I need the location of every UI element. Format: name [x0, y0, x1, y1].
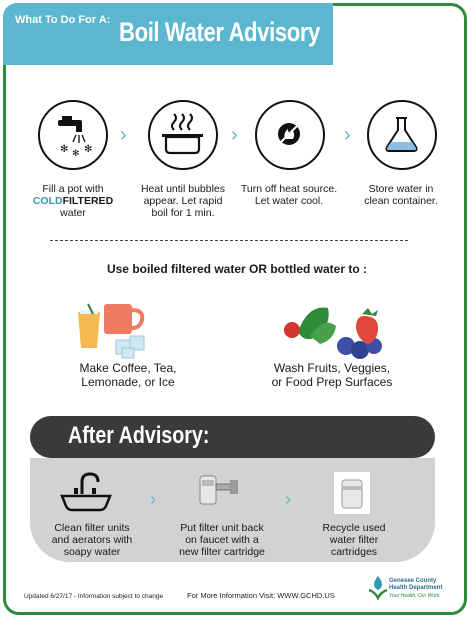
- header-banner: [3, 3, 333, 65]
- highlight-cold: COLD: [32, 195, 63, 207]
- dashed-divider: [50, 240, 408, 241]
- after-text: Put filter unit back: [180, 522, 264, 534]
- more-info-link[interactable]: For More Information Visit: WWW.GCHD.US: [187, 591, 335, 600]
- use-caption: [38, 361, 218, 389]
- chevron-right-icon: ›: [285, 489, 291, 509]
- after-caption: [32, 522, 152, 558]
- svg-text:✻: ✻: [84, 144, 93, 155]
- use-text: Make Coffee, Tea,: [79, 361, 177, 375]
- logo-tagline: Your Health. Our Work.: [389, 593, 441, 599]
- heat-off-icon: [255, 100, 325, 170]
- step-text: Let water cool.: [254, 195, 324, 207]
- after-advisory-bar: [30, 416, 435, 458]
- use-text: Wash Fruits, Veggies,: [273, 361, 391, 375]
- step-text: appear. Let rapid: [143, 195, 223, 207]
- drinks-icon: [74, 300, 164, 360]
- svg-text:✻: ✻: [60, 144, 69, 155]
- use-heading: Use boiled filtered water OR bottled water to :: [106, 262, 368, 276]
- logo-line2: Health Department: [389, 585, 443, 591]
- chevron-right-icon: ›: [150, 489, 156, 509]
- updated-note: Updated 6/27/17 - Information subject to change: [24, 593, 164, 600]
- after-text: on faucet with a: [185, 534, 259, 546]
- health-department-logo-icon: [367, 574, 389, 600]
- step-text: Turn off heat source.: [240, 183, 338, 195]
- step-text: Heat until bubbles: [140, 183, 226, 195]
- step-text: boil for 1 min.: [151, 207, 215, 219]
- faucet-cold-water-icon: [38, 100, 108, 170]
- after-text: water filter: [329, 534, 379, 546]
- step-text: Fill a pot with: [42, 183, 104, 195]
- header-title: Boil Water Advisory: [119, 17, 320, 47]
- step-caption: [234, 183, 344, 207]
- filter-cartridge-icon: [334, 472, 370, 514]
- sink-faucet-icon: [60, 470, 112, 516]
- step-text: [18, 195, 128, 207]
- chevron-right-icon: ›: [231, 124, 238, 146]
- after-caption: [294, 522, 414, 558]
- highlight-filtered: FILTERED: [62, 195, 114, 207]
- step-text: clean container.: [364, 195, 438, 207]
- header-subtitle: What To Do For A:: [15, 14, 111, 26]
- svg-text:✻: ✻: [72, 148, 80, 158]
- faucet-filter-icon: [194, 470, 242, 510]
- use-text: or Food Prep Surfaces: [271, 375, 393, 389]
- step-caption: [346, 183, 456, 207]
- chevron-right-icon: ›: [120, 124, 127, 146]
- after-caption: [162, 522, 282, 558]
- after-text: and aerators with: [51, 534, 133, 546]
- after-advisory-title: After Advisory:: [68, 422, 210, 449]
- step-caption: [18, 183, 128, 219]
- step-text: water: [60, 207, 86, 219]
- after-text: Clean filter units: [54, 522, 130, 534]
- step-caption: [128, 183, 238, 219]
- after-text: cartridges: [330, 546, 378, 558]
- use-caption: [242, 361, 422, 389]
- use-text: Lemonade, or Ice: [81, 375, 175, 389]
- boiling-pot-icon: [148, 100, 218, 170]
- after-text: Recycle used: [322, 522, 386, 534]
- after-text: soapy water: [63, 546, 121, 558]
- flask-icon: [367, 100, 437, 170]
- logo-line1: Genesee County: [389, 578, 437, 584]
- produce-icon: [280, 302, 390, 360]
- chevron-right-icon: ›: [344, 124, 351, 146]
- step-text: Store water in: [368, 183, 434, 195]
- after-text: new filter cartridge: [179, 546, 265, 558]
